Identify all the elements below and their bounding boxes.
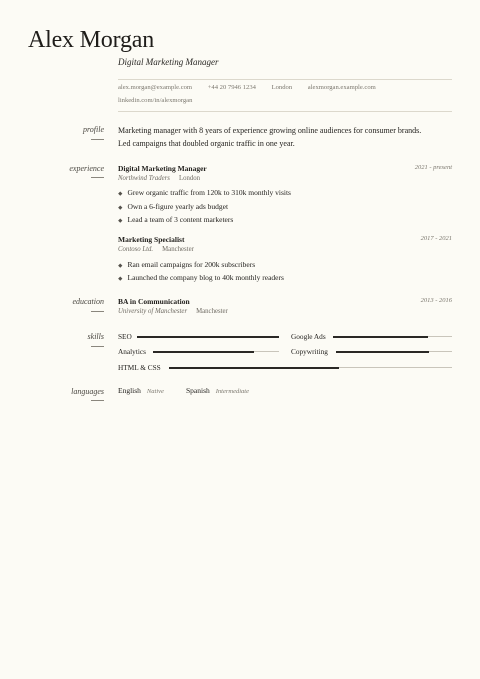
experience-title: Digital Marketing Manager xyxy=(118,164,207,173)
company-name: Contoso Ltd. xyxy=(118,246,154,253)
school-name: University of Manchester xyxy=(118,308,188,315)
bullet-icon xyxy=(118,205,122,209)
experience-bullet: Own a 6-figure yearly ads budget xyxy=(118,202,228,211)
experience-company xyxy=(118,246,194,253)
skill-name: Analytics xyxy=(118,347,146,356)
language-name: English xyxy=(118,386,141,395)
language-item xyxy=(118,386,164,395)
education-degree: BA in Communication xyxy=(118,297,190,306)
candidate-name: Alex Morgan xyxy=(28,27,155,53)
skill-name: HTML & CSS xyxy=(118,363,161,372)
skill-bar xyxy=(336,351,452,352)
section-underline xyxy=(91,139,104,140)
experience-title: Marketing Specialist xyxy=(118,235,185,244)
section-underline xyxy=(91,311,104,312)
skill-bar xyxy=(333,336,452,337)
skill-level xyxy=(169,367,339,369)
section-label-languages: languages xyxy=(71,387,104,396)
section-underline xyxy=(91,346,104,347)
skill-level xyxy=(333,336,428,338)
education-dates: 2013 - 2016 xyxy=(420,297,452,304)
profile-line-2: Led campaigns that doubled organic traffic in one year. xyxy=(118,139,295,148)
profile-line-1: Marketing manager with 8 years of experience growing online audiences for consumer brands. xyxy=(118,126,422,135)
experience-dates: 2021 - present xyxy=(414,164,452,171)
section-label-education: education xyxy=(72,297,104,306)
skill-level xyxy=(137,336,279,338)
education-school xyxy=(118,308,228,315)
skill-name: Copywriting xyxy=(291,347,328,356)
section-underline xyxy=(91,400,104,401)
company-location: Manchester xyxy=(162,246,194,253)
section-underline xyxy=(91,177,104,178)
skill-bar xyxy=(137,336,279,337)
website-link[interactable]: alexmorgan.example.com xyxy=(307,84,376,91)
skill-level xyxy=(336,351,429,353)
school-location: Manchester xyxy=(196,308,228,315)
experience-bullet: Launched the company blog to 40k monthly readers xyxy=(118,273,284,282)
skill-name: SEO xyxy=(118,332,132,341)
skill-name: Google Ads xyxy=(291,332,326,341)
section-label-profile: profile xyxy=(82,125,104,134)
language-name: Spanish xyxy=(186,386,210,395)
language-item xyxy=(186,386,249,395)
skill-bar xyxy=(169,367,452,368)
bullet-icon xyxy=(118,191,122,195)
experience-bullet: Grew organic traffic from 120k to 310k monthly visits xyxy=(118,188,291,197)
job-title: Digital Marketing Manager xyxy=(118,57,219,67)
bullet-icon xyxy=(118,276,122,280)
experience-bullet: Lead a team of 3 content marketers xyxy=(118,215,233,224)
divider xyxy=(118,111,452,112)
contact-line xyxy=(118,84,390,91)
experience-dates: 2017 - 2021 xyxy=(420,235,452,242)
skill-level xyxy=(153,351,254,353)
email-link[interactable]: alex.morgan@example.com xyxy=(118,84,193,91)
company-name: Northwind Traders xyxy=(118,175,170,182)
language-level: Native xyxy=(146,388,164,395)
location-text: London xyxy=(271,84,293,91)
linkedin-link[interactable]: linkedin.com/in/alexmorgan xyxy=(118,97,193,104)
experience-bullet: Ran email campaigns for 200k subscribers xyxy=(118,260,255,269)
section-label-experience: experience xyxy=(69,164,104,173)
language-level: Intermediate xyxy=(215,388,249,395)
divider xyxy=(118,79,452,80)
section-label-skills: skills xyxy=(87,332,104,341)
skill-bar xyxy=(153,351,279,352)
company-location: London xyxy=(178,175,201,182)
experience-company xyxy=(118,175,200,182)
phone-text: +44 20 7946 1234 xyxy=(207,84,256,91)
bullet-icon xyxy=(118,218,122,222)
bullet-icon xyxy=(118,263,122,267)
